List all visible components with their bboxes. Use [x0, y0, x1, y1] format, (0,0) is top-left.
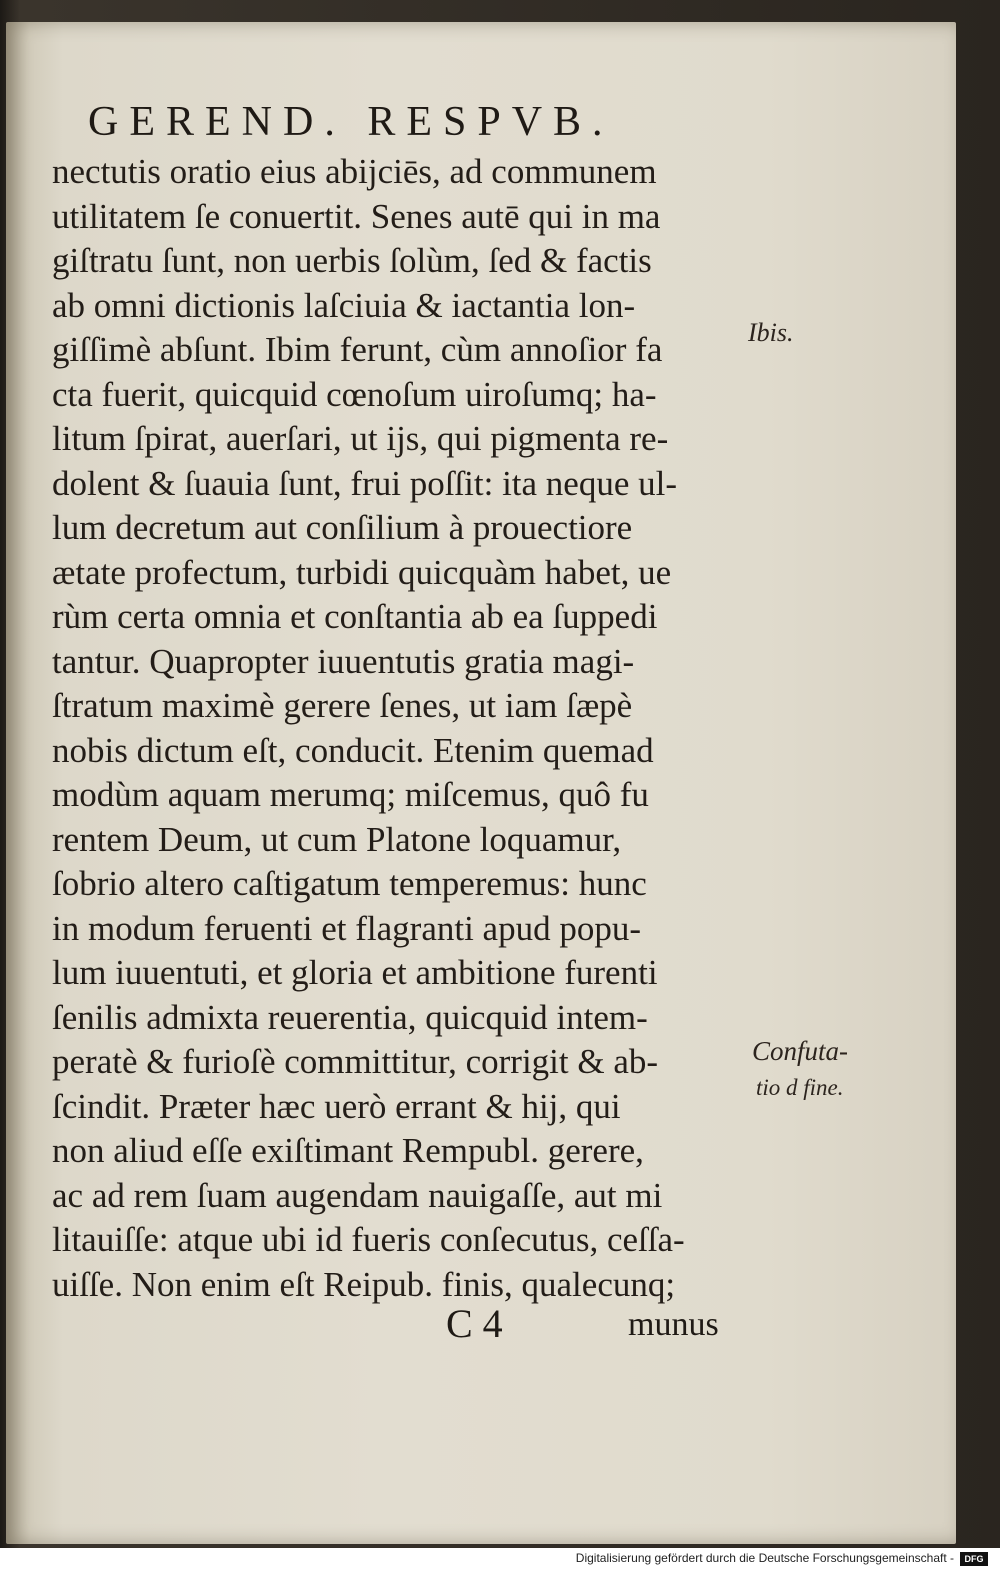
text-line: utilitatem ſe conuertit. Senes autē qui in ma: [52, 196, 661, 236]
text-line: ſenilis admixta reuerentia, quicquid intem-: [52, 997, 648, 1037]
text-line: tantur. Quapropter iuuentutis gratia magi-: [52, 641, 635, 681]
text-line: litum ſpirat, auerſari, ut ijs, qui pigmenta re-: [52, 419, 669, 458]
text-line: uiſſe. Non enim eſt Reipub. finis, qualecunq;: [52, 1264, 676, 1304]
text-line: giſtratu ſunt, non uerbis ſolùm, ſed & factis: [52, 241, 652, 280]
text-line: litauiſſe: atque ubi id fueris conſecutus, ceſſa-: [52, 1220, 685, 1259]
text-line: nobis dictum eſt, conducit. Etenim quemad: [52, 730, 654, 770]
text-line: in modum feruenti et flagranti apud popu-: [52, 908, 642, 948]
text-line: nectutis oratio eius abijciēs, ad communem: [52, 152, 657, 191]
footer-credit: Digitalisierung gefördert durch die Deutsche Forschungsgemeinschaft -: [575, 1551, 954, 1565]
text-line: ſtratum maximè gerere ſenes, ut iam ſæpè: [52, 686, 633, 725]
margin-note-confutatio-cont: tio d fine.: [756, 1075, 844, 1100]
margin-note-confutatio: Confuta-: [752, 1036, 849, 1066]
text-line: ætate profectum, turbidi quicquàm habet, ue: [52, 552, 672, 592]
running-head: GEREND. RESPVB.: [88, 99, 614, 145]
text-line: ſobrio altero caſtigatum temperemus: hunc: [52, 864, 647, 903]
text-line: lum iuuentuti, et gloria et ambitione furenti: [52, 953, 658, 992]
text-line: non aliud eſſe exiſtimant Rempubl. gerere,: [52, 1131, 644, 1170]
text-line: ab omni dictionis laſciuia & iactantia lon-: [52, 285, 636, 325]
margin-note-ibis: Ibis.: [748, 318, 794, 347]
text-line: cta fuerit, quicquid cœnoſum uiroſumq; ha-: [52, 374, 657, 414]
text-line: rùm certa omnia et conſtantia ab ea ſuppedi: [52, 597, 658, 636]
text-line: ac ad rem ſuam augendam nauigaſſe, aut mi: [52, 1175, 663, 1215]
text-line: dolent & ſuauia ſunt, frui poſſit: ita neque ul-: [52, 463, 678, 503]
dfg-logo: DFG: [960, 1552, 988, 1566]
text-line: ſcindit. Præter hæc uerò errant & hij, qui: [52, 1086, 621, 1126]
text-line: giſſimè abſunt. Ibim ferunt, cùm annoſior fa: [52, 330, 663, 369]
text-line: modùm aquam merumq; miſcemus, quô fu: [52, 775, 649, 814]
catchword: munus: [628, 1306, 719, 1343]
text-line: peratè & furioſè committitur, corrigit & ab-: [52, 1042, 659, 1081]
text-line: lum decretum aut conſilium à prouectiore: [52, 508, 633, 547]
body-text: [52, 150, 752, 1307]
signature-mark: C 4: [446, 1301, 503, 1346]
text-line: rentem Deum, ut cum Platone loquamur,: [52, 819, 622, 859]
